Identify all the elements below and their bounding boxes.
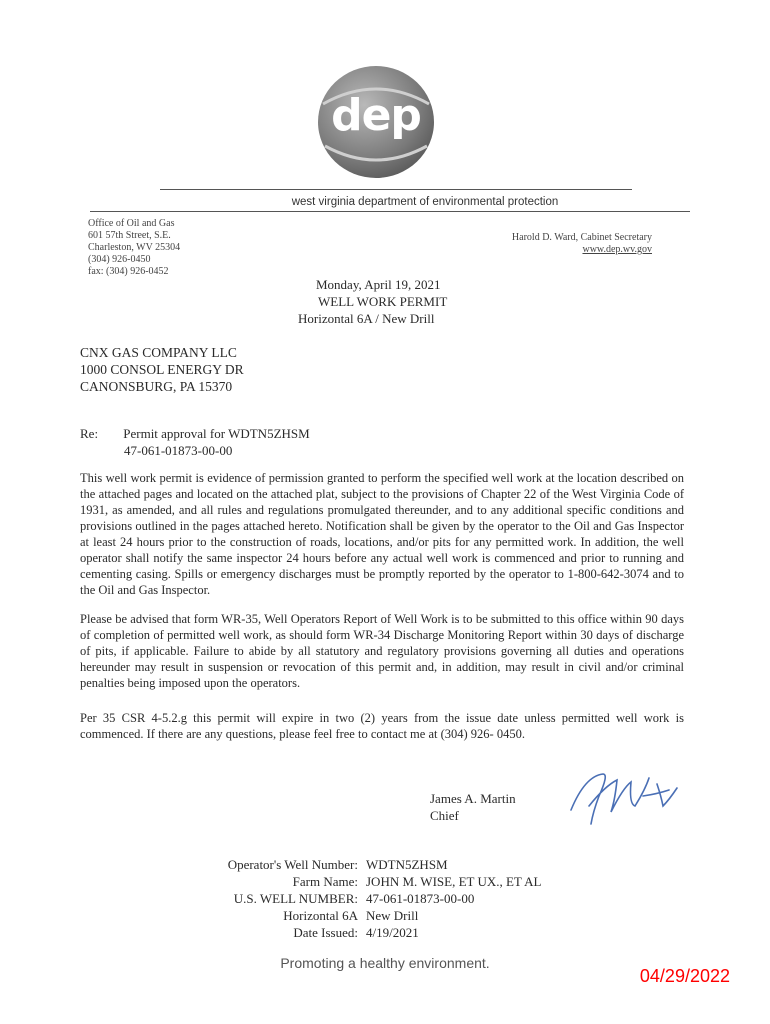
signatory-title: Chief — [430, 808, 459, 823]
re-line — [80, 425, 310, 459]
well-info-label: Horizontal 6A — [283, 908, 358, 923]
office-line: Charleston, WV 25304 — [88, 242, 181, 253]
re-well: WDTN5ZHSM — [228, 426, 310, 441]
recipient-address — [80, 344, 244, 395]
table-row — [190, 907, 542, 924]
table-row — [190, 856, 542, 873]
office-line: 601 57th Street, S.E. — [88, 230, 171, 241]
well-info-value: JOHN M. WISE, ET UX., ET AL — [366, 874, 542, 889]
header-rule-top — [160, 189, 632, 190]
body-paragraph-3: Per 35 CSR 4-5.2.g this permit will expire in two (2) years from the issue date unless permitted well work is commenced. If there are any questions, please feel free to contact me at (304) 926- 0450. — [80, 711, 684, 741]
table-row — [190, 924, 542, 941]
table-row — [190, 873, 542, 890]
well-info-table — [190, 856, 542, 941]
signatory — [430, 790, 516, 824]
logo-wordmark: dep — [331, 90, 421, 141]
recipient-line: CNX GAS COMPANY LLC — [80, 345, 237, 360]
website-link[interactable]: www.dep.wv.gov — [582, 244, 652, 255]
handwritten-signature — [565, 766, 683, 830]
permit-title: WELL WORK PERMIT — [318, 294, 448, 309]
signatory-name: James A. Martin — [430, 791, 516, 806]
office-line: Office of Oil and Gas — [88, 218, 175, 229]
received-date-stamp: 04/29/2022 — [639, 966, 730, 986]
footer-slogan: Promoting a healthy environment. — [280, 955, 490, 971]
office-address — [88, 218, 180, 278]
body-paragraph-2: Please be advised that form WR-35, Well Operators Report of Well Work is to be submitted to this office within 90 days of completion of permitted well work, as should form WR-34 Discharge Monitoring Report within 30 days of discharge of pits, if applicable. Failure to abide by all statutory and regulatory provisions governing all duties and operations hereunder may result in suspension or revocation of this permit and, in addition, may result in civil and/or criminal penalties being imposed upon the operators. — [80, 612, 684, 690]
well-info-label: U.S. WELL NUMBER: — [233, 891, 358, 906]
secretary-block — [512, 232, 652, 256]
office-line: (304) 926-0450 — [88, 254, 151, 265]
re-number: 47-061-01873-00-00 — [124, 443, 233, 458]
permit-subtitle: Horizontal 6A / New Drill — [298, 311, 435, 326]
agency-name: west virginia department of environmental protection — [291, 196, 559, 208]
recipient-line: 1000 CONSOL ENERGY DR — [80, 362, 244, 377]
recipient-line: CANONSBURG, PA 15370 — [80, 379, 233, 394]
well-info-label: Farm Name: — [292, 874, 358, 889]
well-info-value: New Drill — [366, 908, 419, 923]
dep-logo — [305, 64, 447, 180]
office-line: fax: (304) 926-0452 — [88, 266, 169, 277]
well-info-value: WDTN5ZHSM — [366, 857, 448, 872]
well-info-label: Date Issued: — [293, 925, 358, 940]
issue-date: Monday, April 19, 2021 — [316, 277, 441, 292]
re-label: Re: — [80, 426, 99, 441]
secretary-name: Harold D. Ward, Cabinet Secretary — [511, 232, 652, 243]
well-info-value: 4/19/2021 — [366, 925, 419, 940]
header-rule-bottom — [90, 211, 690, 212]
well-info-label: Operator's Well Number: — [227, 857, 358, 872]
permit-header — [298, 276, 447, 327]
well-info-value: 47-061-01873-00-00 — [366, 891, 475, 906]
re-text: Permit approval for — [123, 426, 226, 441]
table-row — [190, 890, 542, 907]
body-paragraph-1: This well work permit is evidence of permission granted to perform the specified well work at the location described on the attached pages and located on the attached plat, subject to the provisions of Chapter 22 of the West Virginia Code of 1931, as amended, and all rules and regulations promulgated thereunder, and to any additional specific conditions and provisions outlined in the pages attached hereto. Notification shall be given by the operator to the Oil and Gas Inspector at least 24 hours prior to the construction of roads, locations, and/or pits for any permitted work. In addition, the well operator shall notify the same inspector 24 hours before any actual well work is commenced and prior to running and cementing casing. Spills or emergency discharges must be promptly reported by the operator to 1-800-642-3074 and to the Oil and Gas Inspector. — [80, 471, 684, 597]
